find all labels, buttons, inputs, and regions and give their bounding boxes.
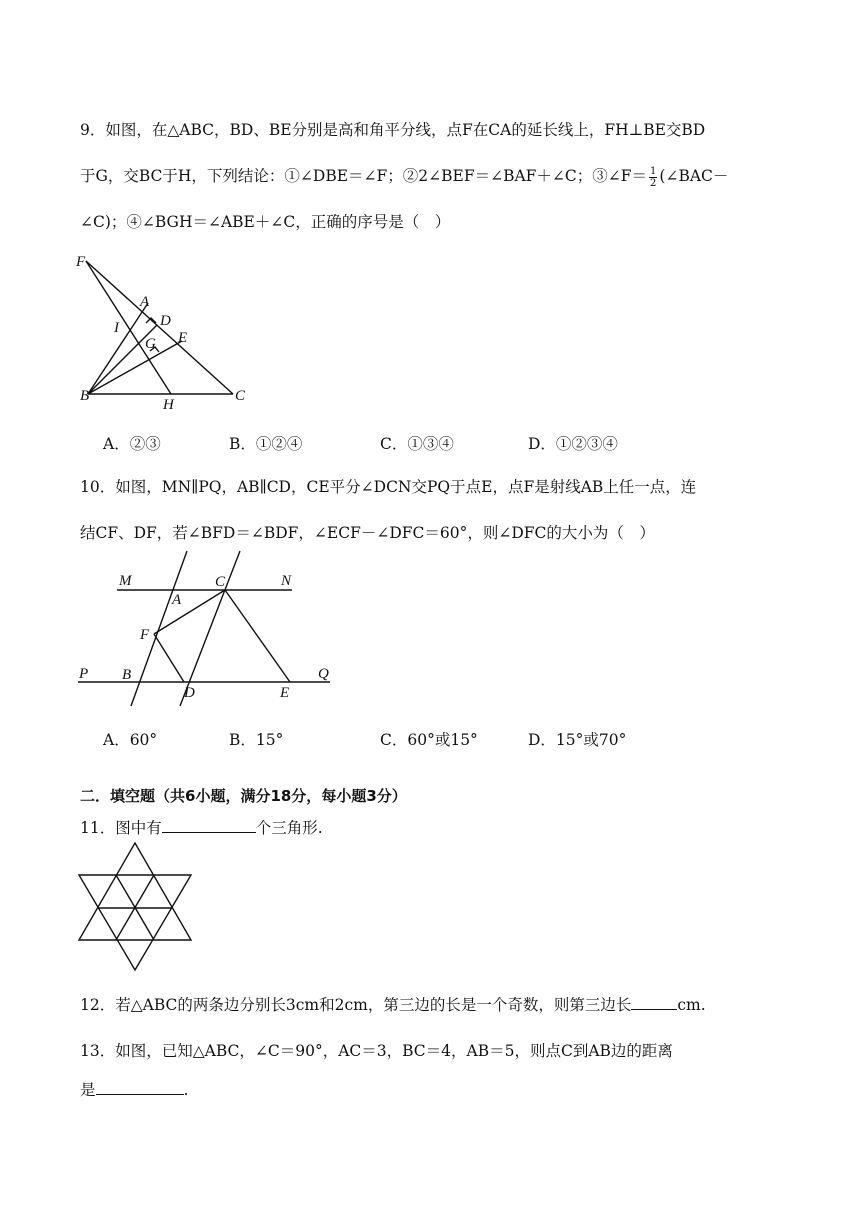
q10-label-f: F xyxy=(140,627,150,643)
q10-label-q: Q xyxy=(318,666,329,682)
q9-label-h: H xyxy=(163,397,174,413)
q11-upward-triangle xyxy=(79,843,191,940)
q10-line-cd xyxy=(180,551,240,706)
q12-suffix: cm. xyxy=(677,996,706,1014)
q10-option-a[interactable]: A．60° xyxy=(103,731,158,749)
q9-text-line-2 xyxy=(80,164,728,189)
q9-fraction-numerator: 1 xyxy=(650,165,657,177)
q9-line2-part-b: (∠BAC－ xyxy=(659,167,729,185)
q13-text-line-2 xyxy=(80,1078,188,1100)
q9-segment-ba xyxy=(88,303,148,394)
q10-figure xyxy=(70,548,350,718)
q9-label-g: G xyxy=(145,336,156,352)
q13-line2-suffix: . xyxy=(183,1081,189,1099)
q10-label-d: D xyxy=(184,685,195,701)
q11-star-figure xyxy=(75,840,200,975)
q9-option-a[interactable]: A．②③ xyxy=(103,435,161,453)
q12-answer-blank[interactable] xyxy=(631,995,677,1010)
q10-segment-ce xyxy=(225,590,290,682)
q9-option-b[interactable]: B．①②④ xyxy=(229,435,303,453)
q9-fraction xyxy=(649,166,657,189)
q9-option-c[interactable]: C．①③④ xyxy=(380,435,454,453)
q10-text-line-2: 结CF、DF，若∠BFD＝∠BDF，∠ECF－∠DFC＝60°，则∠DFC的大小为（ ） xyxy=(80,524,655,542)
q10-label-e: E xyxy=(280,685,290,701)
q10-label-m: M xyxy=(119,573,132,589)
q10-label-n: N xyxy=(281,573,292,589)
q9-segment-fh xyxy=(86,261,171,394)
q9-text-line-3: ∠C)；④∠BGH＝∠ABE＋∠C，正确的序号是（ ） xyxy=(80,213,451,231)
q9-fraction-denominator: 2 xyxy=(650,177,657,189)
q10-option-b[interactable]: B．15° xyxy=(229,731,284,749)
q9-label-a: A xyxy=(140,294,150,310)
q9-label-b: B xyxy=(80,388,90,404)
q10-label-p: P xyxy=(79,666,89,682)
q9-label-i: I xyxy=(114,320,119,336)
q13-line2-prefix: 是 xyxy=(80,1081,96,1099)
q9-figure xyxy=(70,248,290,418)
q9-label-d: D xyxy=(160,313,171,329)
q9-label-e: E xyxy=(178,330,188,346)
q11-text xyxy=(80,816,323,838)
q12-text xyxy=(80,993,706,1015)
q9-option-d[interactable]: D．①②③④ xyxy=(528,435,618,453)
q9-label-c: C xyxy=(235,388,246,404)
q11-suffix: 个三角形. xyxy=(255,819,323,837)
q10-segment-df xyxy=(154,634,184,682)
q9-segment-be xyxy=(88,341,182,394)
q12-prefix: 12．若△ABC的两条边分别长3cm和2cm，第三边的长是一个奇数，则第三边长 xyxy=(80,996,632,1014)
q10-label-a: A xyxy=(172,592,182,608)
q9-label-f: F xyxy=(76,254,86,270)
q9-text-line-1: 9．如图，在△ABC，BD、BE分别是高和角平分线，点F在CA的延长线上，FH⊥BE交BD xyxy=(80,121,706,139)
q10-label-c: C xyxy=(215,574,226,590)
q11-prefix: 11．图中有 xyxy=(80,819,162,837)
q9-line2-part-a: 于G，交BC于H，下列结论：①∠DBE＝∠F；②2∠BEF＝∠BAF＋∠C；③∠F＝ xyxy=(80,167,648,185)
q10-text-line-1: 10．如图，MN∥PQ，AB∥CD，CE平分∠DCN交PQ于点E，点F是射线AB上任一点，连 xyxy=(80,478,697,496)
q13-answer-blank[interactable] xyxy=(96,1080,184,1095)
q10-label-b: B xyxy=(122,667,132,683)
section-heading-fill-in: 二．填空题（共6小题，满分18分，每小题3分） xyxy=(80,787,407,805)
q11-answer-blank[interactable] xyxy=(162,818,256,833)
q10-option-c[interactable]: C．60°或15° xyxy=(380,731,478,749)
q13-text-line-1: 13．如图，已知△ABC，∠C＝90°，AC＝3，BC＝4，AB＝5，则点C到AB边的距离 xyxy=(80,1042,673,1060)
q10-option-d[interactable]: D．15°或70° xyxy=(528,731,627,749)
q11-downward-triangle xyxy=(79,875,191,970)
